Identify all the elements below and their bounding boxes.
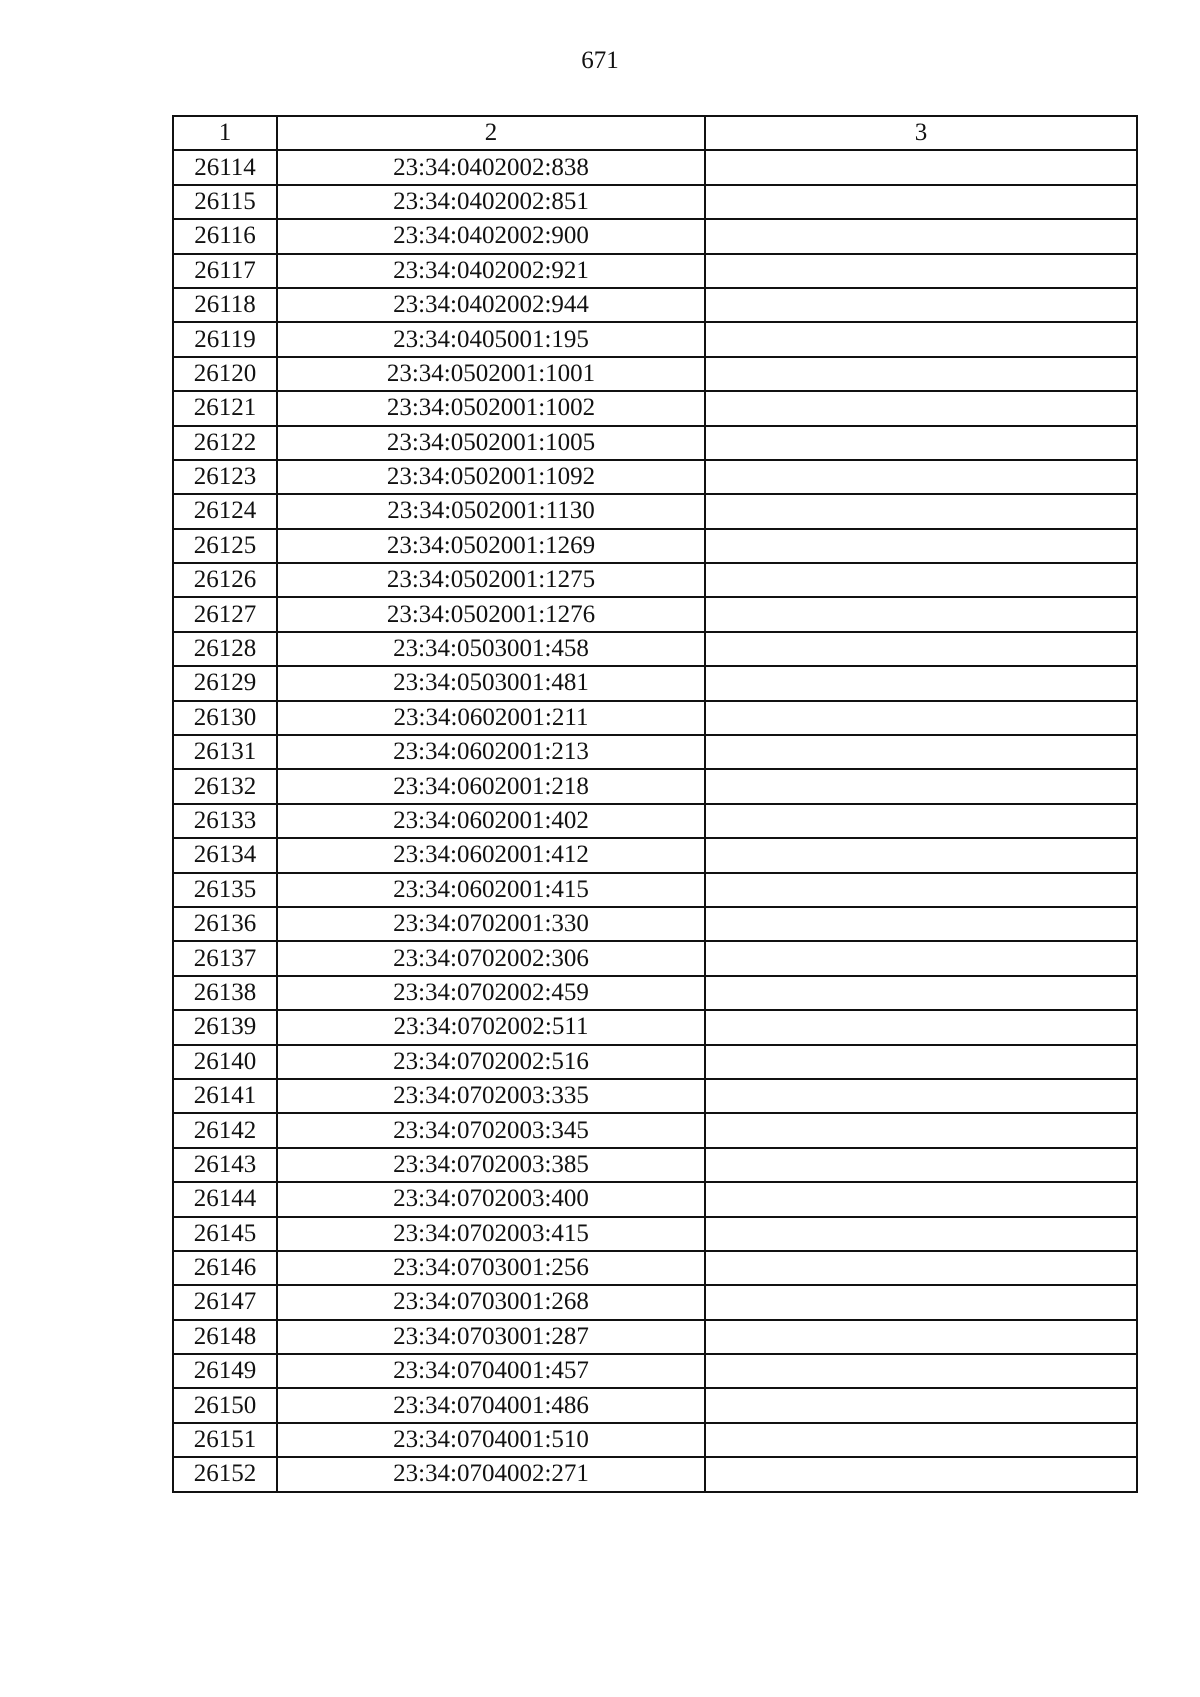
table-row	[173, 838, 1137, 872]
note-cell	[705, 1457, 1137, 1491]
cadastral-number-cell: 23:34:0602001:402	[277, 804, 705, 838]
table-row	[173, 254, 1137, 288]
row-number-cell: 26147	[173, 1285, 277, 1319]
cadastral-number-cell: 23:34:0602001:211	[277, 701, 705, 735]
note-cell	[705, 391, 1137, 425]
note-cell	[705, 1079, 1137, 1113]
row-number-cell: 26142	[173, 1113, 277, 1147]
note-cell	[705, 1285, 1137, 1319]
table-row	[173, 907, 1137, 941]
note-cell	[705, 254, 1137, 288]
note-cell	[705, 529, 1137, 563]
row-number-cell: 26143	[173, 1148, 277, 1182]
cadastral-number-cell: 23:34:0702002:459	[277, 976, 705, 1010]
column-header-3: 3	[705, 116, 1137, 150]
cadastral-number-cell: 23:34:0602001:218	[277, 769, 705, 803]
table-row	[173, 494, 1137, 528]
table-row	[173, 1423, 1137, 1457]
page-number: 671	[581, 47, 619, 74]
row-number-cell: 26126	[173, 563, 277, 597]
note-cell	[705, 150, 1137, 184]
row-number-cell: 26149	[173, 1354, 277, 1388]
note-cell	[705, 941, 1137, 975]
table-body	[173, 150, 1137, 1491]
row-number-cell: 26130	[173, 701, 277, 735]
row-number-cell: 26138	[173, 976, 277, 1010]
cadastral-number-cell: 23:34:0702002:511	[277, 1010, 705, 1044]
row-number-cell: 26150	[173, 1388, 277, 1422]
cadastral-number-cell: 23:34:0503001:481	[277, 666, 705, 700]
table-row	[173, 976, 1137, 1010]
cadastral-number-cell: 23:34:0703001:256	[277, 1251, 705, 1285]
note-cell	[705, 873, 1137, 907]
row-number-cell: 26122	[173, 426, 277, 460]
cadastral-number-cell: 23:34:0704001:486	[277, 1388, 705, 1422]
table-row	[173, 460, 1137, 494]
table-row	[173, 1079, 1137, 1113]
table-row	[173, 185, 1137, 219]
row-number-cell: 26134	[173, 838, 277, 872]
table-row	[173, 1217, 1137, 1251]
row-number-cell: 26145	[173, 1217, 277, 1251]
row-number-cell: 26137	[173, 941, 277, 975]
column-header-2: 2	[277, 116, 705, 150]
cadastral-number-cell: 23:34:0502001:1092	[277, 460, 705, 494]
cadastral-number-cell: 23:34:0405001:195	[277, 322, 705, 356]
row-number-cell: 26119	[173, 322, 277, 356]
cadastral-number-cell: 23:34:0502001:1276	[277, 597, 705, 631]
row-number-cell: 26133	[173, 804, 277, 838]
row-number-cell: 26141	[173, 1079, 277, 1113]
table-row	[173, 804, 1137, 838]
cadastral-number-cell: 23:34:0602001:412	[277, 838, 705, 872]
cadastral-number-cell: 23:34:0602001:213	[277, 735, 705, 769]
table-row	[173, 1148, 1137, 1182]
note-cell	[705, 322, 1137, 356]
row-number-cell: 26144	[173, 1182, 277, 1216]
register-table	[172, 115, 1138, 1493]
table-row	[173, 1045, 1137, 1079]
row-number-cell: 26116	[173, 219, 277, 253]
table-row	[173, 1457, 1137, 1491]
note-cell	[705, 1045, 1137, 1079]
cadastral-number-cell: 23:34:0402002:944	[277, 288, 705, 322]
cadastral-number-cell: 23:34:0502001:1001	[277, 357, 705, 391]
row-number-cell: 26136	[173, 907, 277, 941]
row-number-cell: 26152	[173, 1457, 277, 1491]
table-row	[173, 769, 1137, 803]
cadastral-number-cell: 23:34:0402002:900	[277, 219, 705, 253]
note-cell	[705, 1113, 1137, 1147]
cadastral-number-cell: 23:34:0502001:1275	[277, 563, 705, 597]
note-cell	[705, 907, 1137, 941]
row-number-cell: 26120	[173, 357, 277, 391]
cadastral-number-cell: 23:34:0702003:400	[277, 1182, 705, 1216]
note-cell	[705, 1182, 1137, 1216]
note-cell	[705, 1010, 1137, 1044]
table-row	[173, 1285, 1137, 1319]
row-number-cell: 26146	[173, 1251, 277, 1285]
table-row	[173, 391, 1137, 425]
note-cell	[705, 460, 1137, 494]
row-number-cell: 26115	[173, 185, 277, 219]
note-cell	[705, 1251, 1137, 1285]
note-cell	[705, 357, 1137, 391]
cadastral-number-cell: 23:34:0702003:335	[277, 1079, 705, 1113]
note-cell	[705, 632, 1137, 666]
cadastral-number-cell: 23:34:0703001:268	[277, 1285, 705, 1319]
cadastral-number-cell: 23:34:0702003:415	[277, 1217, 705, 1251]
note-cell	[705, 838, 1137, 872]
table-row	[173, 701, 1137, 735]
table-row	[173, 563, 1137, 597]
row-number-cell: 26125	[173, 529, 277, 563]
table-row	[173, 219, 1137, 253]
row-number-cell: 26140	[173, 1045, 277, 1079]
row-number-cell: 26129	[173, 666, 277, 700]
cadastral-number-cell: 23:34:0704001:510	[277, 1423, 705, 1457]
note-cell	[705, 1388, 1137, 1422]
row-number-cell: 26118	[173, 288, 277, 322]
table-row	[173, 1113, 1137, 1147]
note-cell	[705, 976, 1137, 1010]
table-row	[173, 873, 1137, 907]
row-number-cell: 26131	[173, 735, 277, 769]
table-row	[173, 597, 1137, 631]
row-number-cell: 26128	[173, 632, 277, 666]
note-cell	[705, 1148, 1137, 1182]
note-cell	[705, 288, 1137, 322]
row-number-cell: 26123	[173, 460, 277, 494]
table-row	[173, 1354, 1137, 1388]
cadastral-number-cell: 23:34:0704002:271	[277, 1457, 705, 1491]
table-row	[173, 735, 1137, 769]
cadastral-number-cell: 23:34:0702002:306	[277, 941, 705, 975]
note-cell	[705, 1354, 1137, 1388]
note-cell	[705, 769, 1137, 803]
table-row	[173, 288, 1137, 322]
row-number-cell: 26127	[173, 597, 277, 631]
row-number-cell: 26114	[173, 150, 277, 184]
cadastral-number-cell: 23:34:0502001:1002	[277, 391, 705, 425]
row-number-cell: 26148	[173, 1320, 277, 1354]
note-cell	[705, 219, 1137, 253]
cadastral-number-cell: 23:34:0702001:330	[277, 907, 705, 941]
table-row	[173, 1182, 1137, 1216]
cadastral-number-cell: 23:34:0702002:516	[277, 1045, 705, 1079]
note-cell	[705, 735, 1137, 769]
note-cell	[705, 1320, 1137, 1354]
note-cell	[705, 1423, 1137, 1457]
table-row	[173, 322, 1137, 356]
table-row	[173, 632, 1137, 666]
note-cell	[705, 426, 1137, 460]
note-cell	[705, 597, 1137, 631]
table-row	[173, 666, 1137, 700]
table-row	[173, 529, 1137, 563]
note-cell	[705, 701, 1137, 735]
cadastral-number-cell: 23:34:0402002:851	[277, 185, 705, 219]
row-number-cell: 26124	[173, 494, 277, 528]
note-cell	[705, 1217, 1137, 1251]
note-cell	[705, 563, 1137, 597]
cadastral-number-cell: 23:34:0702003:345	[277, 1113, 705, 1147]
table-row	[173, 357, 1137, 391]
cadastral-number-cell: 23:34:0402002:921	[277, 254, 705, 288]
table-row	[173, 426, 1137, 460]
table-header-row	[173, 116, 1137, 150]
cadastral-number-cell: 23:34:0704001:457	[277, 1354, 705, 1388]
cadastral-number-cell: 23:34:0602001:415	[277, 873, 705, 907]
cadastral-number-cell: 23:34:0502001:1269	[277, 529, 705, 563]
cadastral-number-cell: 23:34:0402002:838	[277, 150, 705, 184]
row-number-cell: 26151	[173, 1423, 277, 1457]
table-row	[173, 1251, 1137, 1285]
table-row	[173, 1388, 1137, 1422]
cadastral-number-cell: 23:34:0503001:458	[277, 632, 705, 666]
cadastral-number-cell: 23:34:0702003:385	[277, 1148, 705, 1182]
note-cell	[705, 666, 1137, 700]
note-cell	[705, 494, 1137, 528]
note-cell	[705, 804, 1137, 838]
cadastral-number-cell: 23:34:0502001:1130	[277, 494, 705, 528]
cadastral-number-cell: 23:34:0703001:287	[277, 1320, 705, 1354]
table-row	[173, 941, 1137, 975]
column-header-1: 1	[173, 116, 277, 150]
table-row	[173, 1320, 1137, 1354]
row-number-cell: 26121	[173, 391, 277, 425]
cadastral-number-cell: 23:34:0502001:1005	[277, 426, 705, 460]
table-row	[173, 1010, 1137, 1044]
row-number-cell: 26135	[173, 873, 277, 907]
table-row	[173, 150, 1137, 184]
row-number-cell: 26117	[173, 254, 277, 288]
note-cell	[705, 185, 1137, 219]
row-number-cell: 26132	[173, 769, 277, 803]
row-number-cell: 26139	[173, 1010, 277, 1044]
